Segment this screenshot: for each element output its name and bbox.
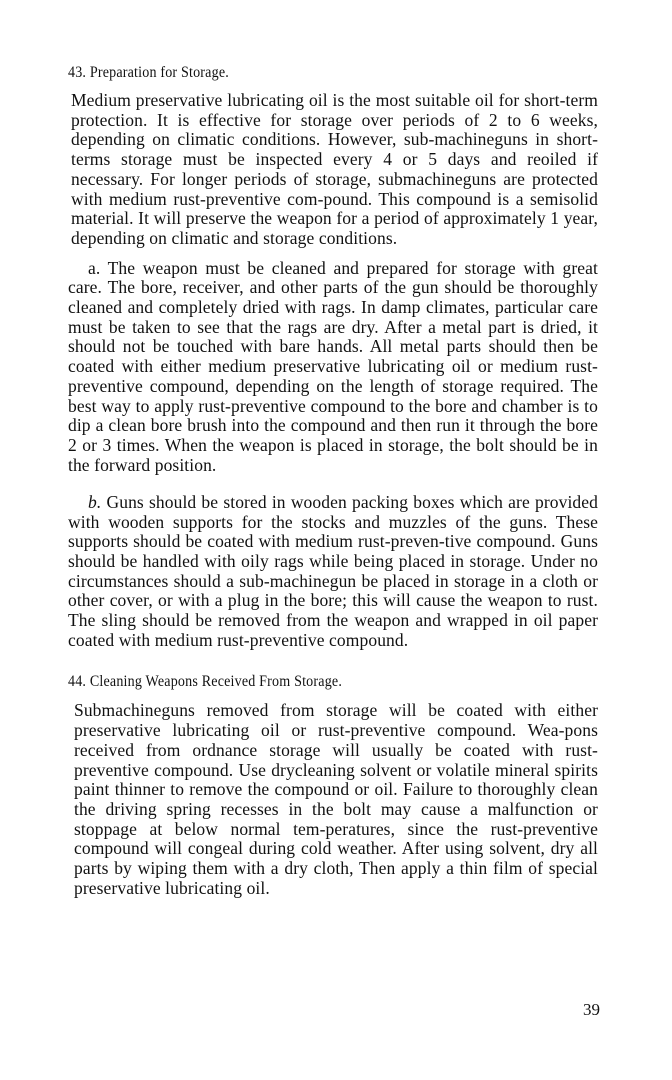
section-44-paragraph: Submachineguns removed from storage will be coated with either preservative lubricating oil or rust-preventive compound. Wea-pons received from ordnance storage will usually be coated with rust-preventive compound. Use drycleaning solvent or volatile mineral spirits paint thinner to remove the compound or oil. Failure to thoroughly clean the driving spring recesses in the bolt may cause a malfunction or stoppage at below normal tem-peratures, since the rust-preventive compound will congeal during cold weather. After using solvent, dry all parts by wiping them with a dry cloth, Then apply a thin film of special preservative lubricating oil. — [74, 700, 598, 898]
section-43-paragraph-b — [68, 493, 598, 651]
item-b-label: b. — [88, 491, 102, 512]
section-43-intro-paragraph: Medium preservative lubricating oil is the most suitable oil for short-term protection. It is effective for storage over periods of 2 to 6 weeks, depending on climatic conditions. However, sub-machineguns in short-terms storage must be inspected every 4 or 5 days and reoiled if necessary. For longer periods of storage, submachineguns are protected with medium rust-preventive com-pound. This compound is a semisolid material. It will preserve the weapon for a period of approximately 1 year, depending on climatic and storage conditions. — [71, 90, 598, 248]
section-heading-43: 43. Preparation for Storage. — [68, 64, 229, 81]
item-b-text: Guns should be stored in wooden packing boxes which are provided with wooden supports for the stocks and muzzles of the guns. These supports should be coated with medium rust-preven-tive compound. Guns should be handled with oily rags while being placed in storage. Under no circumstances should a sub-machinegun be placed in storage in a cloth or other cover, or with a plug in the bore; this will cause the weapon to rust. The sling should be removed from the weapon and wrapped in oil paper coated with medium rust-preventive compound. — [68, 491, 598, 650]
section-heading-44: 44. Cleaning Weapons Received From Storage. — [68, 673, 343, 691]
item-a-label: a. — [88, 257, 101, 278]
section-43-paragraph-a — [68, 259, 598, 476]
item-a-text: The weapon must be cleaned and prepared for storage with great care. The bore, receiver, and other parts of the gun should be thoroughly cleaned and completely dried with rags. In damp climates, particular care must be taken to see that the rags are dry. After a metal part is dried, it should not be touched with bare hands. All metal parts should then be coated with either medium preservative lubricating oil or medium rust-preventive compound, depending on the length of storage required. The best way to apply rust-preventive compound to the bore and chamber is to dip a clean bore brush into the compound and then run it through the bore 2 or 3 times. When the weapon is placed in storage, the bolt should be in the forward position. — [68, 257, 598, 475]
document-page — [68, 63, 598, 899]
page-number: 39 — [583, 1000, 600, 1019]
